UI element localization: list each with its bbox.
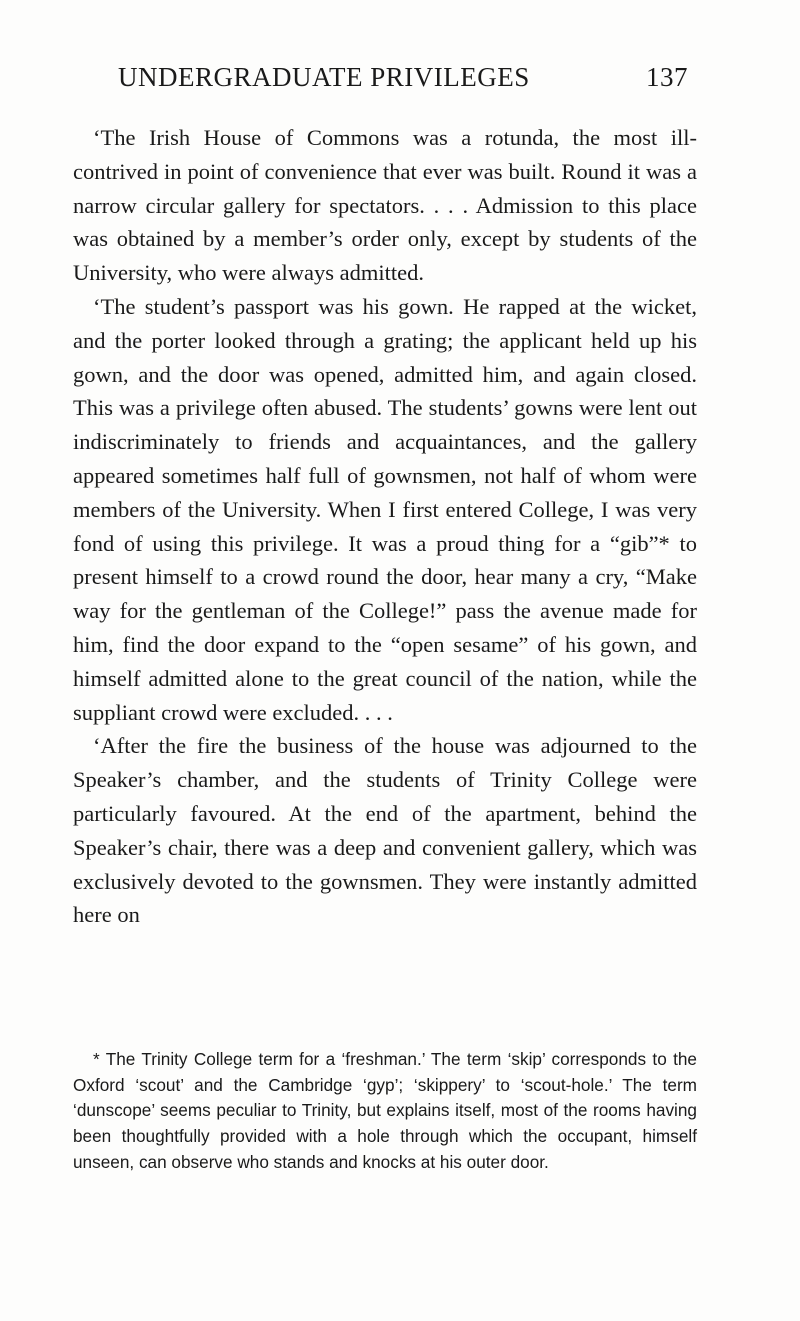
page-number: 137 xyxy=(646,62,688,92)
footnote: * The Trinity College term for a ‘freshman.’ The term ‘skip’ corresponds to the Oxford ‘scout’ and the Cambridge ‘gyp’; ‘skippery’ to ‘scout-hole.’ The term ‘dunscope’ seems peculiar to Trinity, but explains itself, most of the rooms having been thoughtfully provided with a hole through which the occupant, himself unseen, can observe who stands and knocks at his outer door. xyxy=(73,1049,697,1172)
running-title: UNDERGRADUATE PRIVILEGES xyxy=(118,62,530,92)
body-text xyxy=(73,121,697,932)
paragraph-irish-house: ‘The Irish House of Commons was a rotunda, the most ill-contrived in point of convenience that ever was built. Round it was a narrow circular gallery for spectators. . . . Admission to this place was obtained by a member’s order only, except by students of the University, who were always admitted. xyxy=(73,125,697,286)
paragraph-students-passport: ‘The student’s passport was his gown. He rapped at the wicket, and the porter looked through a grating; the applicant held up his gown, and the door was opened, admitted him, and again closed. This was a privilege often abused. The students’ gowns were lent out indiscriminately to friends and acquaintances, and the gallery appeared sometimes half full of gownsmen, not half of whom were members of the University. When I first entered College, I was very fond of using this privilege. It was a proud thing for a “gib”* to present himself to a crowd round the door, hear many a cry, “Make way for the gentleman of the College!” pass the avenue made for him, find the door expand to the “open sesame” of his gown, and himself admitted alone to the great council of the nation, while the suppliant crowd were excluded. . . . xyxy=(73,293,697,725)
running-head xyxy=(118,62,688,102)
paragraph-after-the-fire: ‘After the fire the business of the house was adjourned to the Speaker’s chamber, and the students of Trinity College were particularly favoured. At the end of the apartment, behind the Speaker’s chair, there was a deep and convenient gallery, which was exclusively devoted to the gownsmen. They were instantly admitted here on xyxy=(73,733,697,928)
